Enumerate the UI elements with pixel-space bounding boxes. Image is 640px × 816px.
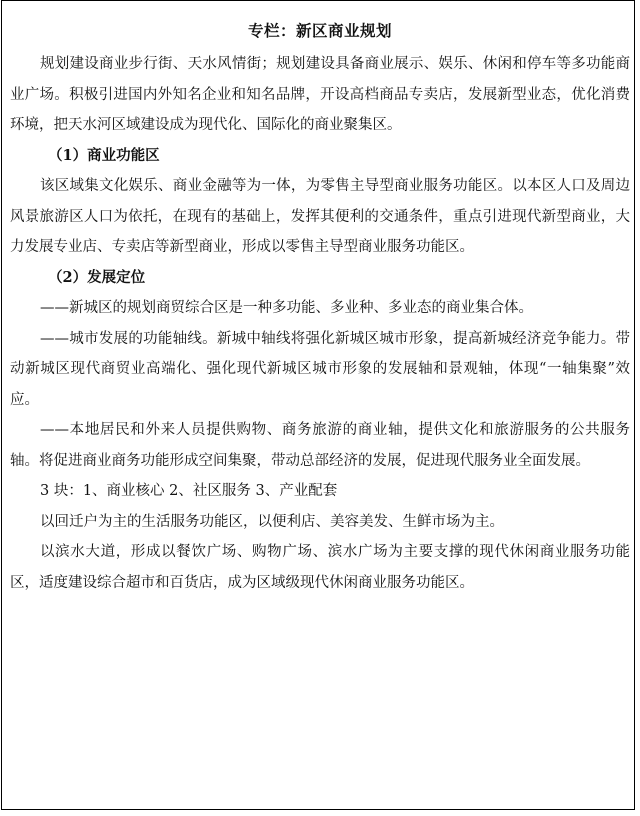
positioning-item-2: ——城市发展的功能轴线。新城中轴线将强化新城区城市形象，提高新城经济竞争能力。带动新城区现代商贸业高端化、强化现代新城区城市形象的发展轴和景观轴，体现“一轴集聚”效应。 <box>10 330 630 408</box>
positioning-item-1: ——新城区的规划商贸综合区是一种多功能、多业种、多业态的商业集合体。 <box>40 300 533 316</box>
intro-paragraph: 规划建设商业步行街、天水风情街；规划建设具备商业展示、娱乐、休闲和停车等多功能商业广场。积极引进国内外知名企业和知名品牌，开设高档商品专卖店，发展新型业态，优化消费环境，把天水河区域建设成为现代化、国际化的商业聚集区。 <box>10 56 630 133</box>
positioning-item-3: ——本地居民和外来人员提供购物、商务旅游的商业轴，提供文化和旅游服务的公共服务轴。将促进商业商务功能形成空间集聚，带动总部经济的发展，促进现代服务业全面发展。 <box>10 422 630 469</box>
commercial-zone-paragraph: 该区域集文化娱乐、商业金融等为一体，为零售主导型商业服务功能区。以本区人口及周边风景旅游区人口为依托，在现有的基础上，发挥其便利的交通条件，重点引进现代新型商业，大力发展专业店、专卖店等新型商业，形成以零售主导型商业服务功能区。 <box>10 178 630 255</box>
three-blocks-line: 3 块：1、商业核心 2、社区服务 3、产业配套 <box>40 483 338 499</box>
section-heading-positioning: （2）发展定位 <box>48 268 146 286</box>
document-frame <box>1 0 635 810</box>
waterfront-paragraph: 以滨水大道，形成以餐饮广场、购物广场、滨水广场为主要支撑的现代休闲商业服务功能区，适度建设综合超市和百货店，成为区域级现代休闲商业服务功能区。 <box>10 544 630 591</box>
page-title: 专栏：新区商业规划 <box>247 21 392 40</box>
resettlement-paragraph: 以回迁户为主的生活服务功能区，以便利店、美容美发、生鲜市场为主。 <box>40 513 504 530</box>
section-heading-commercial-zone: （1）商业功能区 <box>48 146 160 164</box>
